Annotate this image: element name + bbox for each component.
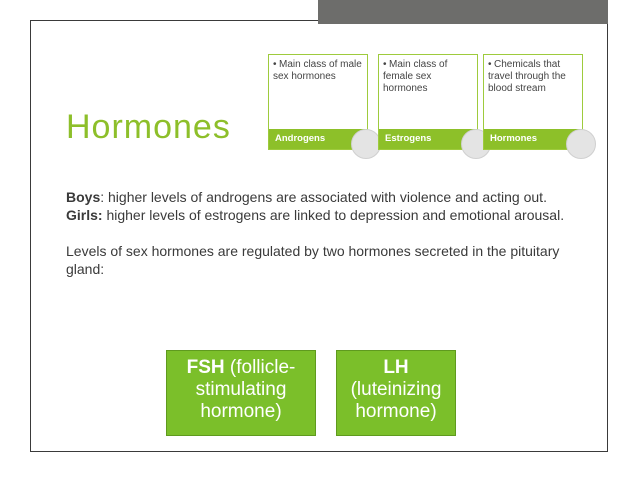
bullet: • (273, 59, 277, 70)
card-androgens (268, 54, 368, 150)
girls-text: higher levels of estrogens are linked to depression and emotional arousal. (102, 207, 565, 223)
girls-label: Girls: (66, 207, 103, 223)
card-label: Hormones (484, 129, 582, 149)
boys-paragraph (66, 188, 566, 206)
card-hormones (483, 54, 583, 150)
card-label: Androgens (269, 129, 367, 149)
card-estrogens (378, 54, 478, 150)
top-bar (318, 0, 608, 24)
circle-decoration (566, 129, 596, 159)
lh-abbrev: LH (383, 357, 409, 378)
fsh-text: (follicle-stimulating hormone) (195, 357, 296, 422)
circle-decoration (351, 129, 381, 159)
bullet: • (488, 59, 492, 70)
lh-box (336, 350, 456, 436)
card-description: Chemicals that travel through the blood stream (488, 59, 566, 94)
lh-text: (luteinizing hormone) (350, 379, 442, 422)
boys-label: Boys (66, 189, 101, 205)
regulation-paragraph: Levels of sex hormones are regulated by two hormones secreted in the pituitary gland: (66, 243, 560, 277)
body-text (66, 188, 566, 278)
girls-paragraph (66, 206, 566, 224)
card-description: Main class of female sex hormones (383, 59, 448, 94)
slide-title: Hormones (66, 108, 231, 146)
bullet: • (383, 59, 387, 70)
card-description: Main class of male sex hormones (273, 59, 362, 82)
card-label: Estrogens (379, 129, 477, 149)
fsh-abbrev: FSH (186, 357, 225, 378)
fsh-box (166, 350, 316, 436)
boys-text: : higher levels of androgens are associated with violence and acting out. (100, 189, 547, 205)
